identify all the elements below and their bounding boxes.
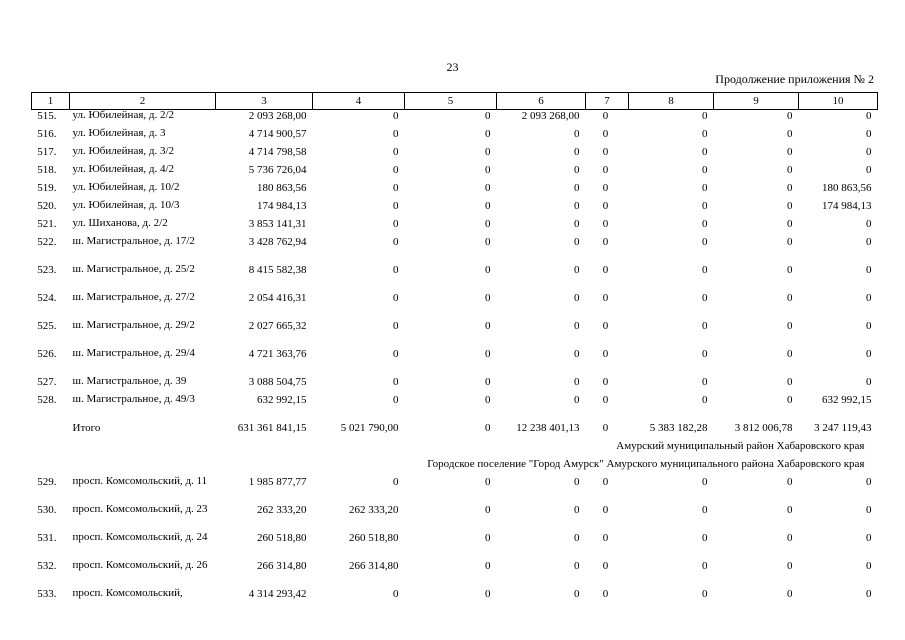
row-number: 518. <box>37 163 57 176</box>
column-header: 3 <box>216 93 313 110</box>
table-row <box>32 560 878 588</box>
value-cell-c8: 0 <box>702 181 708 194</box>
table-row <box>32 348 878 376</box>
value-cell-c7: 0 <box>602 163 609 176</box>
value-cell-c6: 0 <box>574 475 580 488</box>
column-header: 6 <box>497 93 586 110</box>
value-cell-c5: 0 <box>485 110 491 122</box>
value-cell-c4: 0 <box>393 235 399 248</box>
value-cell-c8: 0 <box>702 263 708 276</box>
value-cell-c6: 0 <box>574 217 580 230</box>
value-cell-c9: 0 <box>787 145 793 158</box>
value-cell-c3: 260 518,80 <box>257 531 307 544</box>
value-cell-c10: 0 <box>866 503 872 516</box>
value-cell-c3: 3 853 141,31 <box>248 217 307 230</box>
value-cell-c6: 0 <box>574 587 580 600</box>
value-cell-c8: 0 <box>702 199 708 212</box>
address-cell: ш. Магистральное, д. 25/2 <box>72 262 195 275</box>
value-cell-c9: 0 <box>787 347 793 360</box>
total-value-c5: 0 <box>485 421 491 434</box>
row-number: 526. <box>37 347 57 360</box>
value-cell-c10: 0 <box>866 217 872 230</box>
column-header: 2 <box>70 93 216 110</box>
value-cell-c6: 0 <box>574 559 580 572</box>
value-cell-c10: 0 <box>866 475 872 488</box>
address-cell: ш. Магистральное, д. 49/3 <box>72 392 195 405</box>
column-header: 7 <box>586 93 629 110</box>
value-cell-c3: 1 985 877,77 <box>248 475 307 488</box>
value-cell-c3: 262 333,20 <box>257 503 307 516</box>
value-cell-c6: 0 <box>574 393 580 406</box>
value-cell-c8: 0 <box>702 559 708 572</box>
appendix-note: Продолжение приложения № 2 <box>715 72 874 86</box>
value-cell-c7: 0 <box>602 181 609 194</box>
value-cell-c7: 0 <box>602 263 609 276</box>
value-cell-c9: 0 <box>787 181 793 194</box>
value-cell-c3: 4 714 798,58 <box>248 145 307 158</box>
value-cell-c4: 0 <box>393 263 399 276</box>
value-cell-c8: 0 <box>702 393 708 406</box>
row-number: 531. <box>37 531 57 544</box>
value-cell-c5: 0 <box>485 559 491 572</box>
value-cell-c9: 0 <box>787 235 793 248</box>
value-cell-c4: 266 314,80 <box>349 559 399 572</box>
value-cell-c8: 0 <box>702 587 708 600</box>
value-cell-c10: 0 <box>866 347 872 360</box>
settlement-title <box>32 458 878 476</box>
total-value-c3: 631 361 841,15 <box>237 421 307 434</box>
value-cell-c5: 0 <box>485 531 491 544</box>
value-cell-c4: 262 333,20 <box>349 503 399 516</box>
table-row <box>32 182 878 200</box>
address-cell: ул. Юбилейная, д. 10/2 <box>72 180 180 193</box>
settlement-title-text: Городское поселение "Город Амурск" Амурского муниципального района Хабаровского края <box>427 457 865 470</box>
value-cell-c5: 0 <box>485 347 491 360</box>
address-cell: ул. Юбилейная, д. 4/2 <box>72 162 175 175</box>
value-cell-c6: 0 <box>574 531 580 544</box>
column-header: 1 <box>32 93 70 110</box>
total-row <box>32 422 878 440</box>
table-row <box>32 110 878 128</box>
value-cell-c4: 0 <box>393 475 399 488</box>
value-cell-c9: 0 <box>787 475 793 488</box>
value-cell-c10: 0 <box>866 319 872 332</box>
address-cell: просп. Комсомольский, д. 24 <box>72 530 208 543</box>
value-cell-c8: 0 <box>702 127 708 140</box>
value-cell-c9: 0 <box>787 217 793 230</box>
page-number: 23 <box>446 60 459 74</box>
total-value-c7: 0 <box>602 421 609 434</box>
value-cell-c5: 0 <box>485 163 491 176</box>
value-cell-c6: 0 <box>574 235 580 248</box>
total-value-c6: 12 238 401,13 <box>516 421 580 434</box>
column-header: 10 <box>799 93 878 110</box>
value-cell-c4: 0 <box>393 199 399 212</box>
data-table <box>31 92 878 606</box>
value-cell-c8: 0 <box>702 375 708 388</box>
value-cell-c7: 0 <box>602 559 609 572</box>
value-cell-c7: 0 <box>602 319 609 332</box>
table-row <box>32 200 878 218</box>
column-header: 4 <box>313 93 405 110</box>
table-row <box>32 164 878 182</box>
value-cell-c5: 0 <box>485 217 491 230</box>
address-cell: просп. Комсомольский, д. 11 <box>72 474 208 487</box>
total-value-c8: 5 383 182,28 <box>649 421 708 434</box>
value-cell-c5: 0 <box>485 319 491 332</box>
address-cell: ул. Юбилейная, д. 10/3 <box>72 198 180 211</box>
address-cell: ул. Юбилейная, д. 3 <box>72 126 166 139</box>
row-number: 528. <box>37 393 57 406</box>
value-cell-c3: 4 314 293,42 <box>248 587 307 600</box>
row-number: 520. <box>37 199 57 212</box>
address-cell: ш. Магистральное, д. 29/2 <box>72 318 195 331</box>
value-cell-c8: 0 <box>702 235 708 248</box>
value-cell-c10: 0 <box>866 145 872 158</box>
value-cell-c8: 0 <box>702 503 708 516</box>
table-row <box>32 292 878 320</box>
value-cell-c5: 0 <box>485 291 491 304</box>
value-cell-c5: 0 <box>485 235 491 248</box>
value-cell-c3: 3 428 762,94 <box>248 235 307 248</box>
row-number: 524. <box>37 291 57 304</box>
total-value-c10: 3 247 119,43 <box>814 421 872 434</box>
total-label: Итого <box>72 421 101 434</box>
value-cell-c8: 0 <box>702 145 708 158</box>
value-cell-c9: 0 <box>787 587 793 600</box>
value-cell-c10: 632 992,15 <box>822 393 872 406</box>
value-cell-c9: 0 <box>787 263 793 276</box>
value-cell-c6: 0 <box>574 375 580 388</box>
value-cell-c7: 0 <box>602 503 609 516</box>
value-cell-c6: 0 <box>574 127 580 140</box>
value-cell-c8: 0 <box>702 347 708 360</box>
value-cell-c7: 0 <box>602 531 609 544</box>
value-cell-c6: 0 <box>574 263 580 276</box>
value-cell-c9: 0 <box>787 291 793 304</box>
value-cell-c10: 0 <box>866 110 872 122</box>
table-row <box>32 128 878 146</box>
row-number: 529. <box>37 475 57 488</box>
value-cell-c4: 0 <box>393 393 399 406</box>
value-cell-c9: 0 <box>787 110 793 122</box>
row-number: 519. <box>37 181 57 194</box>
value-cell-c7: 0 <box>602 110 609 122</box>
table-body <box>32 110 878 606</box>
value-cell-c9: 0 <box>787 393 793 406</box>
row-number: 525. <box>37 319 57 332</box>
value-cell-c5: 0 <box>485 503 491 516</box>
table-row <box>32 532 878 560</box>
table-row <box>32 476 878 504</box>
value-cell-c4: 0 <box>393 217 399 230</box>
value-cell-c3: 3 088 504,75 <box>248 375 307 388</box>
table-row <box>32 504 878 532</box>
row-number: 515. <box>37 110 57 122</box>
value-cell-c6: 0 <box>574 291 580 304</box>
value-cell-c10: 0 <box>866 559 872 572</box>
row-number: 532. <box>37 559 57 572</box>
value-cell-c5: 0 <box>485 145 491 158</box>
address-cell: просп. Комсомольский, д. 26 <box>72 558 208 571</box>
total-value-c9: 3 812 006,78 <box>734 421 793 434</box>
value-cell-c9: 0 <box>787 199 793 212</box>
table-row <box>32 264 878 292</box>
value-cell-c3: 4 721 363,76 <box>248 347 307 360</box>
value-cell-c9: 0 <box>787 503 793 516</box>
value-cell-c10: 0 <box>866 375 872 388</box>
value-cell-c7: 0 <box>602 393 609 406</box>
value-cell-c7: 0 <box>602 235 609 248</box>
total-empty <box>32 422 70 440</box>
row-number: 522. <box>37 235 57 248</box>
value-cell-c6: 0 <box>574 319 580 332</box>
value-cell-c10: 0 <box>866 291 872 304</box>
value-cell-c8: 0 <box>702 475 708 488</box>
district-title-text: Амурский муниципальный район Хабаровского края <box>616 439 865 452</box>
value-cell-c4: 0 <box>393 181 399 194</box>
value-cell-c7: 0 <box>602 475 609 488</box>
value-cell-c5: 0 <box>485 375 491 388</box>
value-cell-c3: 174 984,13 <box>257 199 307 212</box>
value-cell-c8: 0 <box>702 291 708 304</box>
total-value-c4: 5 021 790,00 <box>340 421 399 434</box>
value-cell-c4: 0 <box>393 145 399 158</box>
value-cell-c4: 260 518,80 <box>349 531 399 544</box>
value-cell-c7: 0 <box>602 587 609 600</box>
value-cell-c5: 0 <box>485 263 491 276</box>
value-cell-c10: 0 <box>866 263 872 276</box>
value-cell-c10: 174 984,13 <box>822 199 872 212</box>
value-cell-c7: 0 <box>602 347 609 360</box>
column-header: 5 <box>405 93 497 110</box>
value-cell-c3: 180 863,56 <box>257 181 307 194</box>
value-cell-c7: 0 <box>602 145 609 158</box>
table-row <box>32 588 878 606</box>
value-cell-c8: 0 <box>702 319 708 332</box>
value-cell-c5: 0 <box>485 127 491 140</box>
address-cell: ул. Юбилейная, д. 2/2 <box>72 109 175 121</box>
value-cell-c8: 0 <box>702 531 708 544</box>
value-cell-c9: 0 <box>787 531 793 544</box>
address-cell: ул. Шиханова, д. 2/2 <box>72 216 168 229</box>
row-number: 527. <box>37 375 57 388</box>
value-cell-c7: 0 <box>602 199 609 212</box>
value-cell-c3: 2 054 416,31 <box>248 291 307 304</box>
table-row <box>32 394 878 422</box>
table-row <box>32 218 878 236</box>
row-number: 533. <box>37 587 57 600</box>
value-cell-c10: 0 <box>866 587 872 600</box>
address-cell: ш. Магистральное, д. 29/4 <box>72 346 195 359</box>
value-cell-c4: 0 <box>393 163 399 176</box>
value-cell-c3: 4 714 900,57 <box>248 127 307 140</box>
value-cell-c6: 0 <box>574 145 580 158</box>
row-number: 521. <box>37 217 57 230</box>
table-row <box>32 236 878 264</box>
value-cell-c5: 0 <box>485 199 491 212</box>
address-cell: ш. Магистральное, д. 27/2 <box>72 290 195 303</box>
district-title <box>32 440 878 458</box>
row-number: 530. <box>37 503 57 516</box>
value-cell-c3: 2 093 268,00 <box>248 110 307 122</box>
value-cell-c6: 0 <box>574 199 580 212</box>
value-cell-c4: 0 <box>393 110 399 122</box>
value-cell-c6: 0 <box>574 163 580 176</box>
address-cell: просп. Комсомольский, <box>72 586 183 599</box>
value-cell-c7: 0 <box>602 217 609 230</box>
row-number: 517. <box>37 145 57 158</box>
value-cell-c3: 8 415 582,38 <box>248 263 307 276</box>
address-cell: просп. Комсомольский, д. 23 <box>72 502 208 515</box>
value-cell-c6: 2 093 268,00 <box>521 110 580 122</box>
value-cell-c7: 0 <box>602 291 609 304</box>
value-cell-c8: 0 <box>702 217 708 230</box>
row-number: 516. <box>37 127 57 140</box>
value-cell-c8: 0 <box>702 110 708 122</box>
value-cell-c4: 0 <box>393 319 399 332</box>
column-header: 9 <box>714 93 799 110</box>
value-cell-c4: 0 <box>393 127 399 140</box>
value-cell-c6: 0 <box>574 503 580 516</box>
address-cell: ул. Юбилейная, д. 3/2 <box>72 144 175 157</box>
value-cell-c9: 0 <box>787 375 793 388</box>
value-cell-c9: 0 <box>787 163 793 176</box>
value-cell-c3: 2 027 665,32 <box>248 319 307 332</box>
table-row <box>32 376 878 394</box>
value-cell-c3: 632 992,15 <box>257 393 307 406</box>
value-cell-c7: 0 <box>602 375 609 388</box>
value-cell-c8: 0 <box>702 163 708 176</box>
address-cell: ш. Магистральное, д. 39 <box>72 374 187 387</box>
header-row <box>32 93 878 110</box>
value-cell-c6: 0 <box>574 347 580 360</box>
value-cell-c5: 0 <box>485 475 491 488</box>
value-cell-c10: 0 <box>866 127 872 140</box>
value-cell-c9: 0 <box>787 127 793 140</box>
value-cell-c3: 266 314,80 <box>257 559 307 572</box>
value-cell-c6: 0 <box>574 181 580 194</box>
value-cell-c9: 0 <box>787 319 793 332</box>
value-cell-c5: 0 <box>485 587 491 600</box>
row-number: 523. <box>37 263 57 276</box>
value-cell-c7: 0 <box>602 127 609 140</box>
value-cell-c10: 180 863,56 <box>822 181 872 194</box>
table-row <box>32 320 878 348</box>
value-cell-c10: 0 <box>866 163 872 176</box>
table-row <box>32 146 878 164</box>
value-cell-c4: 0 <box>393 347 399 360</box>
value-cell-c3: 5 736 726,04 <box>248 163 307 176</box>
value-cell-c5: 0 <box>485 181 491 194</box>
column-header: 8 <box>629 93 714 110</box>
value-cell-c5: 0 <box>485 393 491 406</box>
value-cell-c10: 0 <box>866 235 872 248</box>
value-cell-c9: 0 <box>787 559 793 572</box>
value-cell-c10: 0 <box>866 531 872 544</box>
value-cell-c4: 0 <box>393 587 399 600</box>
value-cell-c4: 0 <box>393 291 399 304</box>
address-cell: ш. Магистральное, д. 17/2 <box>72 234 195 247</box>
value-cell-c4: 0 <box>393 375 399 388</box>
